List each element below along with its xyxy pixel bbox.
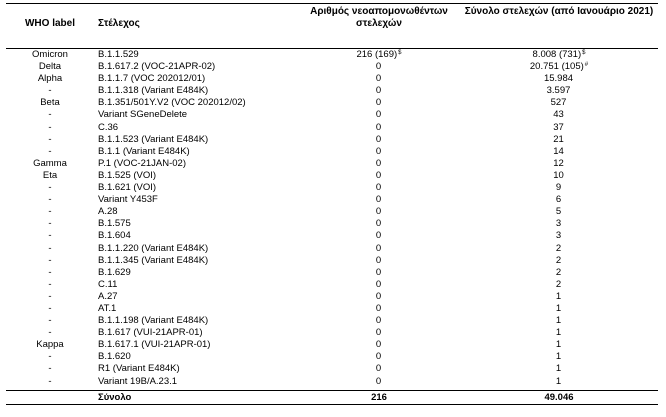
strain-cell [94,327,294,339]
total-count-cell [464,146,654,158]
table-row [6,363,658,375]
who-label-cell-text: Kappa [36,339,64,351]
strain-cell-text: B.1.621 (VOI) [98,182,157,194]
who-label-cell [6,363,94,375]
strain-cell-text: B.1.617.2 (VOC-21APR-02) [98,61,216,73]
footer-empty [6,391,94,404]
who-label-cell-text: - [48,290,52,302]
strain-cell [94,363,294,375]
strain-cell-text: B.1.525 (VOI) [98,169,157,181]
who-label-cell-text: - [48,218,52,230]
total-count-cell [464,61,654,73]
total-count-cell-text: 9 [555,182,562,194]
strain-cell [94,230,294,242]
strain-cell-text: B.1.1.7 (VOC 202012/01) [98,73,206,85]
new-count-cell [294,315,464,327]
table-row [6,109,658,121]
new-count-cell [294,194,464,206]
table-row [6,134,658,146]
strain-cell-text: B.1.1.198 (Variant E484K) [98,315,209,327]
strain-cell [94,49,294,61]
strain-cell-text: B.1.351/501Y.V2 (VOC 202012/02) [98,97,246,109]
total-count-cell-text: 3 [555,218,562,230]
who-label-cell-text: - [48,254,52,266]
new-count-cell-text: 0 [375,169,382,181]
who-label-cell [6,146,94,158]
strain-cell [94,146,294,158]
who-label-cell [6,376,94,388]
new-count-cell-text: 0 [375,133,382,145]
total-count-cell-text: 527 [550,97,567,109]
new-count-cell [294,327,464,339]
strain-cell-text: B.1.617 (VUI-21APR-01) [98,327,203,339]
table-row [6,122,658,134]
total-count-cell-text: 3 [555,230,562,242]
variants-table [6,3,658,405]
who-label-cell-text: - [48,363,52,375]
who-label-cell [6,182,94,194]
new-count-cell [294,61,464,73]
who-label-cell-text: - [48,327,52,339]
who-label-cell [6,279,94,291]
new-count-cell-text: 0 [375,145,382,157]
who-label-cell [6,255,94,267]
who-label-cell [6,351,94,363]
total-count-cell [464,279,654,291]
strain-cell [94,170,294,182]
new-count-cell [294,146,464,158]
new-count-cell-text: 0 [375,157,382,169]
who-label-cell-text: Delta [38,61,62,73]
total-count-cell-text: 1 [555,315,562,327]
strain-cell [94,109,294,121]
who-label-cell [6,85,94,97]
strain-cell-text: B.1.1.220 (Variant E484K) [98,242,209,254]
new-count-cell [294,267,464,279]
new-count-cell [294,109,464,121]
strain-cell-text: B.1.1.529 [98,49,139,60]
table-row [6,97,658,109]
strain-cell-text: C.36 [98,121,119,133]
table-row [6,158,658,170]
who-label-cell-text: - [48,206,52,218]
strain-cell [94,291,294,303]
total-count-cell-text: 1 [555,290,562,302]
new-count-cell-text: 0 [375,85,382,97]
who-label-cell [6,206,94,218]
who-label-cell-text: - [48,278,52,290]
footer-grand-total: 49.046 [544,391,574,403]
who-label-cell [6,315,94,327]
who-label-cell-text: Eta [42,169,58,181]
footnote-marker: # [584,62,589,69]
table-row [6,170,658,182]
new-count-cell-text: 0 [375,97,382,109]
who-label-cell [6,49,94,61]
new-count-cell-text: 0 [375,230,382,242]
who-label-cell [6,291,94,303]
strain-cell [94,134,294,146]
total-count-cell [464,339,654,351]
total-count-cell [464,363,654,375]
new-count-cell-text: 0 [375,315,382,327]
new-count-cell [294,351,464,363]
new-count-cell-text: 0 [375,61,382,73]
who-label-cell [6,122,94,134]
strain-cell [94,182,294,194]
table-row [6,255,658,267]
table-row [6,351,658,363]
total-count-cell [464,206,654,218]
who-label-cell-text: Beta [40,97,60,109]
table-row [6,376,658,388]
total-count-cell-text: 37 [553,121,564,133]
new-count-cell [294,218,464,230]
strain-cell [94,339,294,351]
new-count-cell [294,230,464,242]
table-row [6,327,658,339]
strain-cell-text: A.28 [98,206,118,218]
who-label-cell [6,158,94,170]
total-count-cell [464,376,654,388]
total-count-cell-text: 2 [555,278,562,290]
table-row [6,303,658,315]
total-count-cell-text: 12 [553,157,564,169]
total-count-cell-text: 8.008 (731) [532,49,582,60]
total-count-cell-text: 2 [555,266,562,278]
total-count-cell [464,158,654,170]
strain-cell-text: B.1.1 (Variant E484K) [98,145,190,157]
new-count-cell-text: 0 [375,109,382,121]
total-count-cell-text: 5 [555,206,562,218]
who-label-cell [6,243,94,255]
total-count-cell-text: 1 [555,327,562,339]
footer-new-total: 216 [371,391,387,403]
strain-cell-text: Variant 19B/A.23.1 [98,375,178,387]
total-count-cell-text: 2 [555,254,562,266]
strain-cell [94,303,294,315]
total-count-cell-text: 14 [553,145,564,157]
new-count-cell [294,255,464,267]
table-row [6,291,658,303]
who-label-cell [6,97,94,109]
total-count-cell [464,170,654,182]
total-count-cell [464,109,654,121]
table-row [6,85,658,97]
strain-cell [94,122,294,134]
new-count-cell-text: 0 [375,351,382,363]
new-count-cell [294,206,464,218]
strain-cell-text: B.1.1.345 (Variant E484K) [98,254,209,266]
new-count-cell-text: 0 [375,375,382,387]
who-label-cell [6,194,94,206]
who-label-cell [6,230,94,242]
table-row [6,339,658,351]
total-count-cell [464,255,654,267]
strain-cell [94,243,294,255]
total-count-cell-text: 1 [555,302,562,314]
new-count-cell [294,279,464,291]
strain-cell [94,351,294,363]
new-count-cell-text: 0 [375,363,382,375]
total-count-cell [464,218,654,230]
who-label-cell [6,109,94,121]
strain-cell [94,61,294,73]
total-count-cell-text: 1 [555,351,562,363]
new-count-cell-text: 0 [375,182,382,194]
new-count-cell-text: 0 [375,266,382,278]
strain-cell [94,73,294,85]
who-label-cell [6,327,94,339]
total-count-cell [464,303,654,315]
total-count-cell-text: 15.984 [543,73,574,85]
new-count-cell [294,97,464,109]
who-label-cell-text: - [48,351,52,363]
who-label-cell-text: Omicron [32,49,68,60]
total-count-cell-text: 6 [555,194,562,206]
table-row [6,49,658,61]
new-count-cell-text: 0 [375,327,382,339]
new-count-cell [294,134,464,146]
new-count-cell [294,243,464,255]
total-count-cell [464,85,654,97]
total-count-cell-text: 43 [553,109,564,121]
table-row [6,218,658,230]
who-label-cell-text: - [48,242,52,254]
table-body [6,49,658,388]
strain-cell [94,376,294,388]
who-label-cell-text: - [48,109,52,121]
new-count-cell-text: 0 [375,194,382,206]
table-row [6,194,658,206]
table-row [6,146,658,158]
strain-cell-text: R1 (Variant E484K) [98,363,180,375]
new-count-cell [294,376,464,388]
total-count-cell-text: 1 [555,375,562,387]
total-count-cell [464,230,654,242]
new-count-cell [294,49,464,61]
strain-cell-text: C.11 [98,278,118,290]
total-count-cell [464,122,654,134]
header-new-count: Αριθμός νεοαπομονωθέντων στελεχών [310,6,448,29]
who-label-cell-text: - [48,182,52,194]
who-label-cell-text: - [48,315,52,327]
strain-cell [94,267,294,279]
strain-cell [94,255,294,267]
table-row [6,230,658,242]
new-count-cell-text: 0 [375,206,382,218]
table-row [6,243,658,255]
who-label-cell-text: - [48,133,52,145]
strain-cell [94,85,294,97]
total-count-cell-text: 1 [555,363,562,375]
total-count-cell [464,182,654,194]
table-row [6,182,658,194]
who-label-cell [6,170,94,182]
total-count-cell [464,243,654,255]
total-count-cell-text: 10 [553,169,564,181]
total-count-cell [464,291,654,303]
who-label-cell [6,61,94,73]
total-count-cell [464,194,654,206]
strain-cell-text: Variant SGeneDelete [98,109,188,121]
who-label-cell-text: - [48,375,52,387]
new-count-cell [294,122,464,134]
total-count-cell [464,267,654,279]
who-label-cell-text: - [48,194,52,206]
strain-cell-text: B.1.617.1 (VUI-21APR-01) [98,339,211,351]
strain-cell [94,97,294,109]
strain-cell-text: B.1.629 [98,266,131,278]
table-row [6,61,658,73]
total-count-cell [464,49,654,61]
new-count-cell [294,182,464,194]
strain-cell [94,279,294,291]
who-label-cell [6,218,94,230]
new-count-cell-text: 0 [375,278,382,290]
strain-cell [94,315,294,327]
strain-cell-text: P.1 (VOC-21JAN-02) [98,157,186,169]
table-row [6,206,658,218]
strain-cell-text: B.1.604 [98,230,131,242]
total-count-cell-text: 21 [553,133,564,145]
who-label-cell [6,73,94,85]
table-row [6,267,658,279]
who-label-cell-text: - [48,302,52,314]
who-label-cell [6,303,94,315]
table-row [6,315,658,327]
total-count-cell [464,351,654,363]
header-total-count: Σύνολο στελεχών (από Ιανουάριο 2021) [464,6,654,17]
new-count-cell-text: 0 [375,339,382,351]
footnote-marker: $ [398,50,402,56]
who-label-cell-text: - [48,145,52,157]
total-count-cell-text: 2 [555,242,562,254]
new-count-cell-text: 0 [375,218,382,230]
who-label-cell-text: Alpha [37,73,63,85]
strain-cell [94,158,294,170]
who-label-cell [6,339,94,351]
strain-cell-text: B.1.1.523 (Variant E484K) [98,133,209,145]
total-count-cell-text: 20.751 (105) [529,61,584,73]
header-strain: Στέλεχος [98,18,140,29]
total-count-cell [464,134,654,146]
strain-cell [94,194,294,206]
new-count-cell-text: 0 [375,121,382,133]
strain-cell-text: B.1.1.318 (Variant E484K) [98,85,209,97]
total-count-cell [464,73,654,85]
new-count-cell [294,339,464,351]
who-label-cell-text: - [48,121,52,133]
total-count-cell [464,315,654,327]
new-count-cell [294,170,464,182]
who-label-cell-text: - [48,266,52,278]
strain-cell-text: Variant Y453F [98,194,158,206]
strain-cell [94,206,294,218]
table-footer-total [6,390,658,405]
new-count-cell-text: 0 [375,254,382,266]
new-count-cell-text: 0 [375,73,382,85]
new-count-cell [294,85,464,97]
strain-cell [94,218,294,230]
strain-cell-text: A.27 [98,290,118,302]
new-count-cell-text: 0 [375,290,382,302]
total-count-cell [464,327,654,339]
total-count-cell-text: 1 [555,339,562,351]
new-count-cell [294,158,464,170]
new-count-cell-text: 0 [375,242,382,254]
strain-cell-text: B.1.620 [98,351,131,363]
new-count-cell [294,291,464,303]
new-count-cell [294,303,464,315]
strain-cell-text: AT.1 [98,302,117,314]
table-row [6,73,658,85]
table-row [6,279,658,291]
who-label-cell [6,134,94,146]
who-label-cell-text: - [48,230,52,242]
new-count-cell-text: 0 [375,302,382,314]
who-label-cell [6,267,94,279]
who-label-cell-text: - [48,85,52,97]
who-label-cell-text: Gamma [33,157,67,169]
footnote-marker: $ [582,50,586,56]
total-count-cell [464,97,654,109]
total-count-cell-text: 3.597 [546,85,571,97]
footer-label: Σύνολο [98,391,132,403]
table-header [6,3,658,49]
new-count-cell [294,363,464,375]
strain-cell-text: B.1.575 [98,218,131,230]
new-count-cell-text: 216 (169) [356,49,398,60]
new-count-cell [294,73,464,85]
header-who-label: WHO label [24,18,75,29]
